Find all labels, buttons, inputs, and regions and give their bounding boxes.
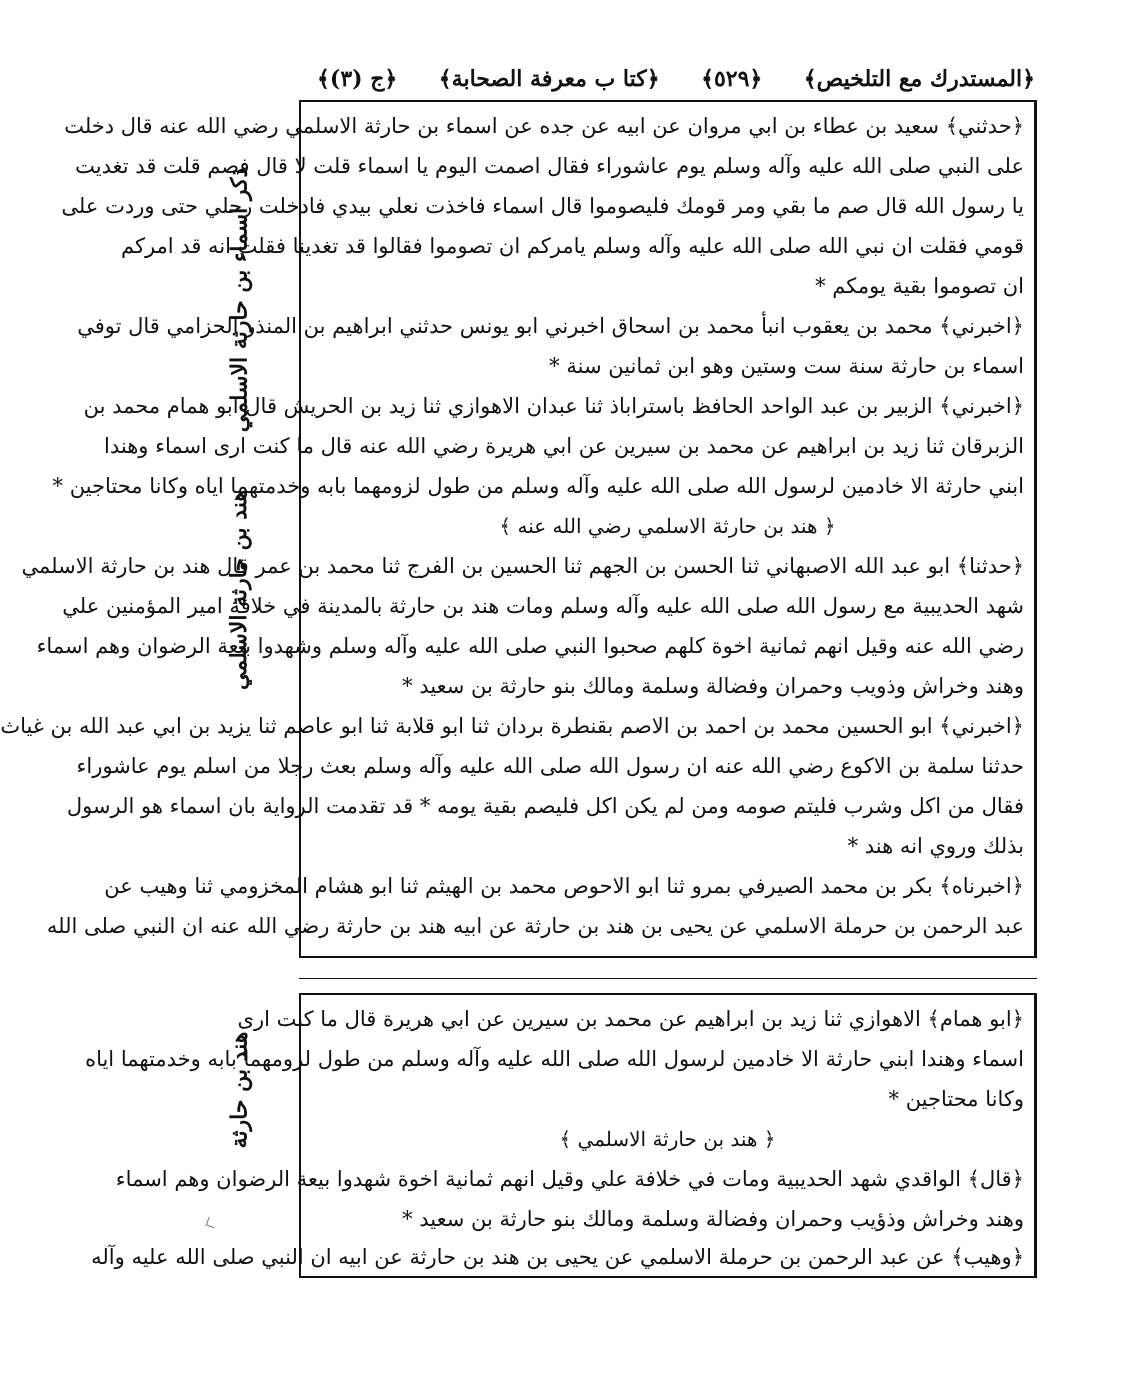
text-line: قومي فقلت ان نبي الله صلى الله عليه وآله وسلم يامركم ان تصوموا فقالوا قد تغدينا فقلت انه قد امركم — [121, 234, 1024, 258]
header-page-number: ﴿٥٢٩﴾ — [701, 66, 763, 92]
summary-heading: ﴿ هند بن حارثة الاسلمي ﴾ — [559, 1127, 776, 1151]
text-line: الزبرقان ثنا زيد بن ابراهيم عن محمد بن سيرين عن ابي هريرة رضي الله عنه قال ما كنت ارى اسماء وهندا — [104, 434, 1024, 458]
text-line: ﴿اخبرناه﴾ بكر بن محمد الصيرفي بمرو ثنا ابو الاحوص محمد بن الهيثم ثنا ابو هشام المخزومي ثنا وهيب عن — [104, 874, 1024, 898]
text-line: ابني حارثة الا خادمين لرسول الله صلى الله عليه وآله وسلم من طول لزومهما بابه وخدمتهما اياه وكانا محتاجين * — [52, 474, 1024, 498]
margin-note-text: هند بن حارثة الاسلمي — [225, 490, 252, 690]
summary-line: وهند وخراش وذؤيب وحمران وفضالة وسلمة ومالك بنو حارثة بن سعيد * — [402, 1207, 1024, 1231]
text-line: ﴿اخبرني﴾ محمد بن يعقوب انبأ محمد بن اسحاق اخبرني ابو يونس حدثني ابراهيم بن المنذر الحزامي قال توفي — [77, 314, 1024, 338]
summary-line: ﴿قال﴾ الواقدي شهد الحديبية ومات في خلافة علي وقيل انهم ثمانية اخوة شهدوا بيعة الرضوان وهم اسماء — [115, 1167, 1024, 1191]
summary-line: ﴿وهيب﴾ عن عبد الرحمن بن حرملة الاسلمي عن يحيى بن هند بن حارثة عن ابيه ان النبي صلى الله عليه وآله — [91, 1245, 1024, 1269]
text-line: ان تصوموا بقية يومكم * — [815, 274, 1024, 298]
text-line: رضي الله عنه وقيل انهم ثمانية اخوة كلهم صحبوا النبي صلى الله عليه وآله وسلم وشهدوا بيعة الرضوان وهم اسماء — [36, 634, 1024, 658]
text-line: حدثنا سلمة بن الاكوع رضي الله عنه ان رسول الله صلى الله عليه وآله وسلم بعث رجلا من اسلم يوم عاشوراء — [76, 754, 1024, 778]
pen-mark — [206, 1217, 218, 1229]
text-line: ﴿حدثنا﴾ ابو عبد الله الاصبهاني ثنا الحسن بن الجهم ثنا الحسين بن الفرج ثنا محمد بن عمر قال هند بن حارثة الاسلمي — [21, 554, 1024, 578]
header-volume: ﴿ج (٣)﴾ — [317, 66, 398, 92]
text-line: ﴿اخبرني﴾ ابو الحسين محمد بن احمد بن الاصم بقنطرة بردان ثنا ابو قلابة ثنا ابو عاصم ثنا يزيد بن ابي عبد الله بن غياث — [0, 714, 1024, 738]
margin-note-text: هند بن حارثة — [225, 1031, 252, 1149]
margin-note-text: ذكر اسماء بن حارثة الاسلمي — [225, 167, 252, 433]
summary-text-frame — [85, 993, 1037, 1278]
header-chapter-title: ﴿كتا ب معرفة الصحابة﴾ — [438, 66, 660, 92]
text-line: يا رسول الله قال صم ما بقي ومر قومك فليصوموا قال اسماء فاخذت نعلي بيدي فادخلت رحلي حتى وردت على — [61, 194, 1024, 218]
text-line: بذلك وروي انه هند * — [847, 834, 1024, 858]
text-line: فقال من اكل وشرب فليتم صومه ومن لم يكن اكل فليصم بقية يومه * قد تقدمت الرواية بان اسماء هو الرسول — [66, 794, 1024, 818]
text-line: عبد الرحمن بن حرملة الاسلمي عن يحيى بن هند بن حارثة عن ابيه هند بن حارثة رضي الله عنه ان النبي صلى الله — [46, 914, 1024, 938]
summary-line: وكانا محتاجين * — [888, 1087, 1024, 1111]
running-header — [317, 62, 1035, 96]
summary-line: اسماء وهندا ابني حارثة الا خادمين لرسول الله صلى الله عليه وآله وسلم من طول لزومهما بابه وخدمتهما اياه — [85, 1047, 1024, 1071]
text-line: اسماء بن حارثة سنة ست وستين وهو ابن ثمانين سنة * — [549, 354, 1024, 378]
text-line: ﴿حدثني﴾ سعيد بن عطاء بن ابي مروان عن ابيه عن جده عن اسماء بن حارثة الاسلمي رضي الله عنه قال دخلت — [64, 114, 1024, 138]
text-line: وهند وخراش وذويب وحمران وفضالة وسلمة ومالك بنو حارثة بن سعيد * — [402, 674, 1024, 698]
summary-line: ﴿ابو همام﴾ الاهوازي ثنا زيد بن ابراهيم عن محمد بن سيرين عن ابي هريرة قال ما كنت ارى — [237, 1007, 1024, 1031]
text-line: ﴿اخبرني﴾ الزبير بن عبد الواحد الحافظ باستراباذ ثنا عبدان الاهوازي ثنا زيد بن الحريش قال ابو همام محمد بن — [83, 394, 1024, 418]
separator-rule — [299, 978, 1037, 979]
text-line: على النبي صلى الله عليه وآله وسلم يوم عاشوراء فقال اصمت اليوم يا اسماء قلت لا قال فصم قلت قد تغديت — [75, 154, 1024, 178]
header-book-title: ﴿المستدرك مع التلخيص﴾ — [803, 66, 1035, 92]
text-line: شهد الحديبية مع رسول الله صلى الله عليه وآله وسلم ومات هند بن حارثة بالمدينة في خلافة امير المؤمنين علي — [62, 594, 1024, 618]
section-heading: ﴿ هند بن حارثة الاسلمي رضي الله عنه ﴾ — [499, 514, 836, 538]
